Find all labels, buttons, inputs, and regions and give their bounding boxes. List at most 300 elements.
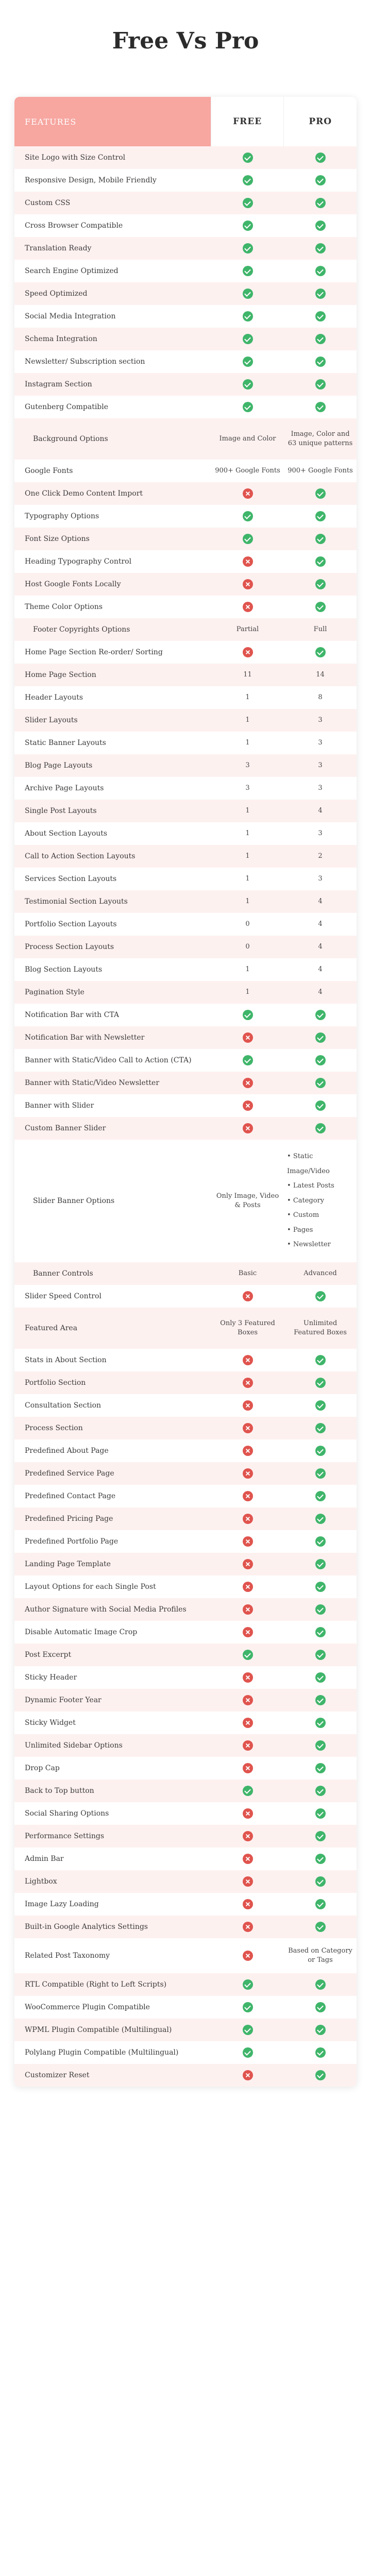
pro-cell: [284, 2047, 357, 2058]
pro-cell: [284, 1582, 357, 1592]
free-cell: [211, 1718, 284, 1728]
check-icon: [243, 357, 253, 367]
feature-name: Social Sharing Options: [25, 1809, 109, 1818]
table-row: [14, 1802, 357, 1825]
free-cell: [211, 1055, 284, 1065]
pro-cell: [284, 534, 357, 544]
table-row: [14, 550, 357, 573]
pro-cell: [284, 1514, 357, 1524]
pro-cell: [284, 402, 357, 412]
free-cell: [211, 784, 284, 793]
pro-cell: [284, 1922, 357, 1932]
free-cell: [211, 1831, 284, 1841]
check-icon: [315, 1468, 326, 1479]
feature-name: Built-in Google Analytics Settings: [25, 1923, 148, 1931]
cross-icon: [243, 1491, 253, 1501]
pro-value-text: 3: [318, 875, 323, 883]
table-row: [14, 2019, 357, 2041]
feature-name: Predefined About Page: [25, 1447, 109, 1455]
feature-name: Predefined Portfolio Page: [25, 1537, 119, 1546]
pro-cell: [284, 289, 357, 299]
pro-value-text: 4: [318, 988, 323, 996]
feature-name: RTL Compatible (Right to Left Scripts): [25, 1980, 167, 1989]
pro-cell: [284, 1078, 357, 1088]
feature-name: Predefined Service Page: [25, 1469, 114, 1478]
cross-icon: [243, 1446, 253, 1456]
pro-cell: [284, 243, 357, 253]
feature-name: Font Size Options: [25, 535, 90, 543]
cross-icon: [243, 1355, 253, 1365]
pro-cell: [284, 1559, 357, 1569]
pro-cell: [284, 311, 357, 321]
pro-cell: [284, 806, 357, 816]
check-icon: [315, 556, 326, 567]
table-row: [14, 1004, 357, 1026]
feature-name: One Click Demo Content Import: [25, 489, 143, 498]
feature-name: Site Logo with Size Control: [25, 154, 126, 162]
feature-name: Blog Section Layouts: [25, 965, 103, 974]
free-value-text: 1: [245, 693, 250, 702]
check-icon: [315, 1100, 326, 1111]
free-cell: [211, 625, 284, 634]
cross-icon: [243, 1604, 253, 1615]
free-cell: [211, 266, 284, 276]
table-row: [14, 1094, 357, 1117]
pro-value-text: Full: [313, 625, 327, 634]
check-icon: [315, 379, 326, 389]
pro-cell: [284, 1032, 357, 1043]
pro-cell: [284, 1319, 357, 1337]
feature-name: Customizer Reset: [25, 2071, 90, 2079]
table-row: [14, 1666, 357, 1689]
table-row: [14, 1462, 357, 1485]
cross-icon: [243, 1854, 253, 1864]
free-cell: [211, 942, 284, 952]
cross-icon: [243, 2070, 253, 2080]
table-row: [14, 1621, 357, 1643]
cross-icon: [243, 1808, 253, 1819]
check-icon: [243, 221, 253, 231]
free-cell: [211, 1468, 284, 1479]
header-free: FREE: [211, 97, 284, 146]
free-cell: [211, 1100, 284, 1111]
check-icon: [315, 357, 326, 367]
free-value-text: 1: [245, 716, 250, 724]
free-value-text: 1: [245, 965, 250, 974]
pro-cell: [284, 334, 357, 344]
feature-name: Heading Typography Control: [25, 557, 132, 566]
pro-value-text: 14: [316, 671, 325, 679]
free-cell: [211, 806, 284, 816]
free-value-text: Only Image, Video & Posts: [216, 1192, 279, 1209]
check-icon: [315, 152, 326, 163]
check-icon: [315, 243, 326, 253]
feature-name: Sticky Widget: [25, 1719, 76, 1727]
check-icon: [315, 1763, 326, 1773]
free-cell: [211, 1854, 284, 1864]
free-cell: [211, 1514, 284, 1524]
feature-name: Post Excerpt: [25, 1651, 72, 1659]
feature-name: Polylang Plugin Compatible (Multilingual): [25, 2048, 179, 2057]
check-icon: [315, 511, 326, 521]
feature-name: Related Post Taxonomy: [25, 1952, 110, 1960]
pro-cell: [284, 1763, 357, 1773]
feature-name: Google Fonts: [25, 467, 73, 475]
check-icon: [243, 379, 253, 389]
check-icon: [243, 1979, 253, 1990]
free-cell: [211, 1559, 284, 1569]
free-cell: [211, 1032, 284, 1043]
cross-icon: [243, 1378, 253, 1388]
table-row: [14, 1996, 357, 2019]
pro-cell: [284, 988, 357, 997]
pro-cell: [284, 357, 357, 367]
pro-cell: [284, 625, 357, 634]
table-row: [14, 350, 357, 373]
check-icon: [315, 1032, 326, 1043]
table-row: [14, 1117, 357, 1140]
check-icon: [243, 2025, 253, 2035]
pro-cell: [284, 2070, 357, 2080]
pro-cell: [284, 1695, 357, 1705]
feature-name: Blog Page Layouts: [25, 761, 93, 770]
pro-cell: [284, 942, 357, 952]
free-cell: [211, 1536, 284, 1547]
check-icon: [243, 511, 253, 521]
table-row: [14, 800, 357, 822]
pro-cell: [284, 1808, 357, 1819]
table-row: [14, 1643, 357, 1666]
feature-name: Consultation Section: [25, 1401, 102, 1410]
pro-cell: [284, 647, 357, 657]
check-icon: [243, 289, 253, 299]
table-row: [14, 237, 357, 260]
pro-cell: [284, 920, 357, 929]
free-cell: [211, 357, 284, 367]
feature-name: Slider Speed Control: [25, 1292, 102, 1300]
feature-name: Host Google Fonts Locally: [25, 580, 121, 588]
feature-name: Unlimited Sidebar Options: [25, 1741, 123, 1750]
pro-value-text: 3: [318, 829, 323, 838]
pro-cell: [284, 556, 357, 567]
free-cell: [211, 1355, 284, 1365]
pro-cell: [284, 784, 357, 793]
pro-cell: [284, 1672, 357, 1683]
pro-cell: [284, 2002, 357, 2012]
pro-cell: [284, 1400, 357, 1411]
free-cell: [211, 402, 284, 412]
table-row: [14, 822, 357, 845]
free-cell: [211, 602, 284, 612]
free-cell: [211, 466, 284, 476]
table-row: [14, 1848, 357, 1870]
feature-name: Slider Banner Options: [33, 1197, 115, 1205]
feature-name: Predefined Contact Page: [25, 1492, 116, 1500]
cross-icon: [243, 1831, 253, 1841]
table-row: [14, 418, 357, 460]
table-row: [14, 936, 357, 958]
cross-icon: [243, 1695, 253, 1705]
pro-option-item: • Custom: [287, 1208, 353, 1223]
pro-value-text: 2: [318, 852, 323, 860]
table-row: [14, 1825, 357, 1848]
pro-cell: [284, 1979, 357, 1990]
check-icon: [315, 289, 326, 299]
table-row: [14, 686, 357, 709]
pro-value-text: 4: [318, 943, 323, 951]
check-icon: [315, 2047, 326, 2058]
check-icon: [315, 221, 326, 231]
feature-name: Pagination Style: [25, 988, 85, 996]
table-row: [14, 754, 357, 777]
check-icon: [243, 2047, 253, 2058]
feature-name: Services Section Layouts: [25, 875, 117, 883]
check-icon: [315, 1423, 326, 1433]
pro-cell: [284, 852, 357, 861]
check-icon: [243, 334, 253, 344]
free-cell: [211, 1319, 284, 1337]
table-row: [14, 1893, 357, 1916]
table-row: [14, 1072, 357, 1094]
free-value-text: Only 3 Featured Boxes: [220, 1319, 275, 1336]
feature-name: Banner Controls: [33, 1269, 93, 1278]
table-row: [14, 192, 357, 214]
check-icon: [243, 198, 253, 208]
pro-options-list: [287, 1149, 353, 1252]
cross-icon: [243, 1922, 253, 1932]
pro-cell: [284, 1854, 357, 1864]
free-cell: [211, 738, 284, 748]
table-row: [14, 732, 357, 754]
table-row: [14, 1916, 357, 1938]
table-row: [14, 169, 357, 192]
cross-icon: [243, 1951, 253, 1961]
pro-cell: [284, 1010, 357, 1020]
free-cell: [211, 2047, 284, 2058]
pro-cell: [284, 266, 357, 276]
pro-option-item: • Static Image/Video: [287, 1149, 353, 1179]
free-cell: [211, 874, 284, 884]
table-row: [14, 1049, 357, 1072]
check-icon: [243, 243, 253, 253]
table-row: [14, 1530, 357, 1553]
table-row: [14, 146, 357, 169]
pro-cell: [284, 965, 357, 974]
table-row: [14, 777, 357, 800]
free-cell: [211, 1672, 284, 1683]
feature-name: Custom CSS: [25, 199, 71, 207]
feature-name: Drop Cap: [25, 1764, 60, 1772]
free-cell: [211, 647, 284, 657]
check-icon: [315, 1055, 326, 1065]
cross-icon: [243, 1032, 253, 1043]
free-cell: [211, 2002, 284, 2012]
check-icon: [243, 152, 253, 163]
pro-option-item: • Category: [287, 1194, 353, 1209]
free-cell: [211, 1446, 284, 1456]
cross-icon: [243, 1627, 253, 1637]
free-value-text: 1: [245, 875, 250, 883]
free-cell: [211, 152, 284, 163]
pro-cell: [284, 1355, 357, 1365]
check-icon: [243, 311, 253, 321]
pro-cell: [284, 1291, 357, 1301]
table-row: [14, 1507, 357, 1530]
table-row: [14, 1349, 357, 1371]
check-icon: [243, 1055, 253, 1065]
feature-name: Image Lazy Loading: [25, 1900, 99, 1908]
pro-cell: [284, 1446, 357, 1456]
table-row: [14, 1417, 357, 1439]
pro-cell: [284, 761, 357, 770]
table-row: [14, 868, 357, 890]
check-icon: [315, 402, 326, 412]
free-value-text: 0: [245, 943, 250, 951]
feature-name: Featured Area: [25, 1324, 78, 1332]
free-cell: [211, 1650, 284, 1660]
pro-cell: [284, 1946, 357, 1964]
pro-value-text: 4: [318, 920, 323, 928]
free-cell: [211, 1922, 284, 1932]
check-icon: [315, 1718, 326, 1728]
feature-name: Social Media Integration: [25, 312, 116, 320]
cross-icon: [243, 1672, 253, 1683]
table-row: [14, 958, 357, 981]
free-cell: [211, 334, 284, 344]
table-row: [14, 1553, 357, 1575]
table-row: [14, 1485, 357, 1507]
cross-icon: [243, 556, 253, 567]
feature-name: Sticky Header: [25, 1673, 77, 1682]
table-row: [14, 1140, 357, 1262]
check-icon: [315, 1876, 326, 1887]
feature-name: About Section Layouts: [25, 829, 108, 838]
cross-icon: [243, 1876, 253, 1887]
check-icon: [315, 2070, 326, 2080]
feature-name: Speed Optimized: [25, 290, 88, 298]
table-row: [14, 373, 357, 396]
free-cell: [211, 198, 284, 208]
pro-value-text: 3: [318, 784, 323, 792]
check-icon: [315, 1695, 326, 1705]
free-cell: [211, 379, 284, 389]
check-icon: [243, 402, 253, 412]
table-row: [14, 709, 357, 732]
free-cell: [211, 579, 284, 589]
table-row: [14, 1371, 357, 1394]
cross-icon: [243, 1078, 253, 1088]
table-row: [14, 460, 357, 482]
cross-icon: [243, 1559, 253, 1569]
cross-icon: [243, 647, 253, 657]
table-row: [14, 1262, 357, 1285]
free-cell: [211, 1291, 284, 1301]
feature-name: Instagram Section: [25, 380, 92, 388]
free-cell: [211, 1808, 284, 1819]
check-icon: [315, 2025, 326, 2035]
feature-name: Banner with Static/Video Newsletter: [25, 1079, 160, 1087]
free-cell: [211, 488, 284, 499]
pro-cell: [284, 1718, 357, 1728]
free-value-text: 1: [245, 807, 250, 815]
pro-cell: [284, 1899, 357, 1909]
feature-name: Layout Options for each Single Post: [25, 1583, 156, 1591]
table-row: [14, 528, 357, 550]
free-cell: [211, 829, 284, 838]
feature-name: Home Page Section: [25, 671, 96, 679]
check-icon: [315, 647, 326, 657]
free-cell: [211, 670, 284, 680]
feature-name: Archive Page Layouts: [25, 784, 104, 792]
table-row: [14, 1780, 357, 1802]
check-icon: [315, 1291, 326, 1301]
table-row: [14, 1757, 357, 1780]
table-row: [14, 214, 357, 237]
check-icon: [315, 1922, 326, 1932]
free-cell: [211, 1378, 284, 1388]
free-cell: [211, 1491, 284, 1501]
check-icon: [315, 1446, 326, 1456]
pro-cell: [284, 716, 357, 725]
free-cell: [211, 289, 284, 299]
pro-cell: [284, 1536, 357, 1547]
table-row: [14, 1598, 357, 1621]
free-value-text: Basic: [238, 1269, 257, 1278]
pro-cell: [284, 511, 357, 521]
free-value-text: 0: [245, 920, 250, 928]
pro-value-text: Based on Category or Tags: [288, 1947, 352, 1964]
free-cell: [211, 988, 284, 997]
free-value-text: 1: [245, 739, 250, 747]
free-cell: [211, 1951, 284, 1961]
feature-name: Landing Page Template: [25, 1560, 111, 1568]
check-icon: [243, 1650, 253, 1660]
check-icon: [315, 1559, 326, 1569]
pro-value-text: 8: [318, 693, 323, 702]
pro-cell: [284, 1491, 357, 1501]
check-icon: [315, 1672, 326, 1683]
check-icon: [315, 1078, 326, 1088]
feature-name: Search Engine Optimized: [25, 267, 119, 275]
table-row: [14, 505, 357, 528]
table-row: [14, 1439, 357, 1462]
feature-name: Notification Bar with CTA: [25, 1011, 120, 1019]
comparison-table: [14, 97, 357, 2087]
pro-cell: [284, 693, 357, 702]
pro-cell: [284, 1100, 357, 1111]
table-row: [14, 1734, 357, 1757]
free-cell: [211, 761, 284, 770]
pro-cell: [284, 198, 357, 208]
feature-name: Portfolio Section: [25, 1379, 86, 1387]
table-row: [14, 890, 357, 913]
pro-cell: [284, 579, 357, 589]
free-cell: [211, 556, 284, 567]
free-cell: [211, 1627, 284, 1637]
feature-name: WPML Plugin Compatible (Multilingual): [25, 2026, 172, 2034]
check-icon: [315, 1650, 326, 1660]
header-features: FEATURES: [14, 97, 211, 146]
pro-cell: [284, 602, 357, 612]
table-row: [14, 260, 357, 282]
table-row: [14, 913, 357, 936]
free-cell: [211, 1695, 284, 1705]
table-header: [14, 97, 357, 146]
pro-option-item: • Pages: [287, 1223, 353, 1238]
feature-name: Notification Bar with Newsletter: [25, 1033, 145, 1042]
pro-cell: [284, 897, 357, 906]
pro-cell: [284, 379, 357, 389]
